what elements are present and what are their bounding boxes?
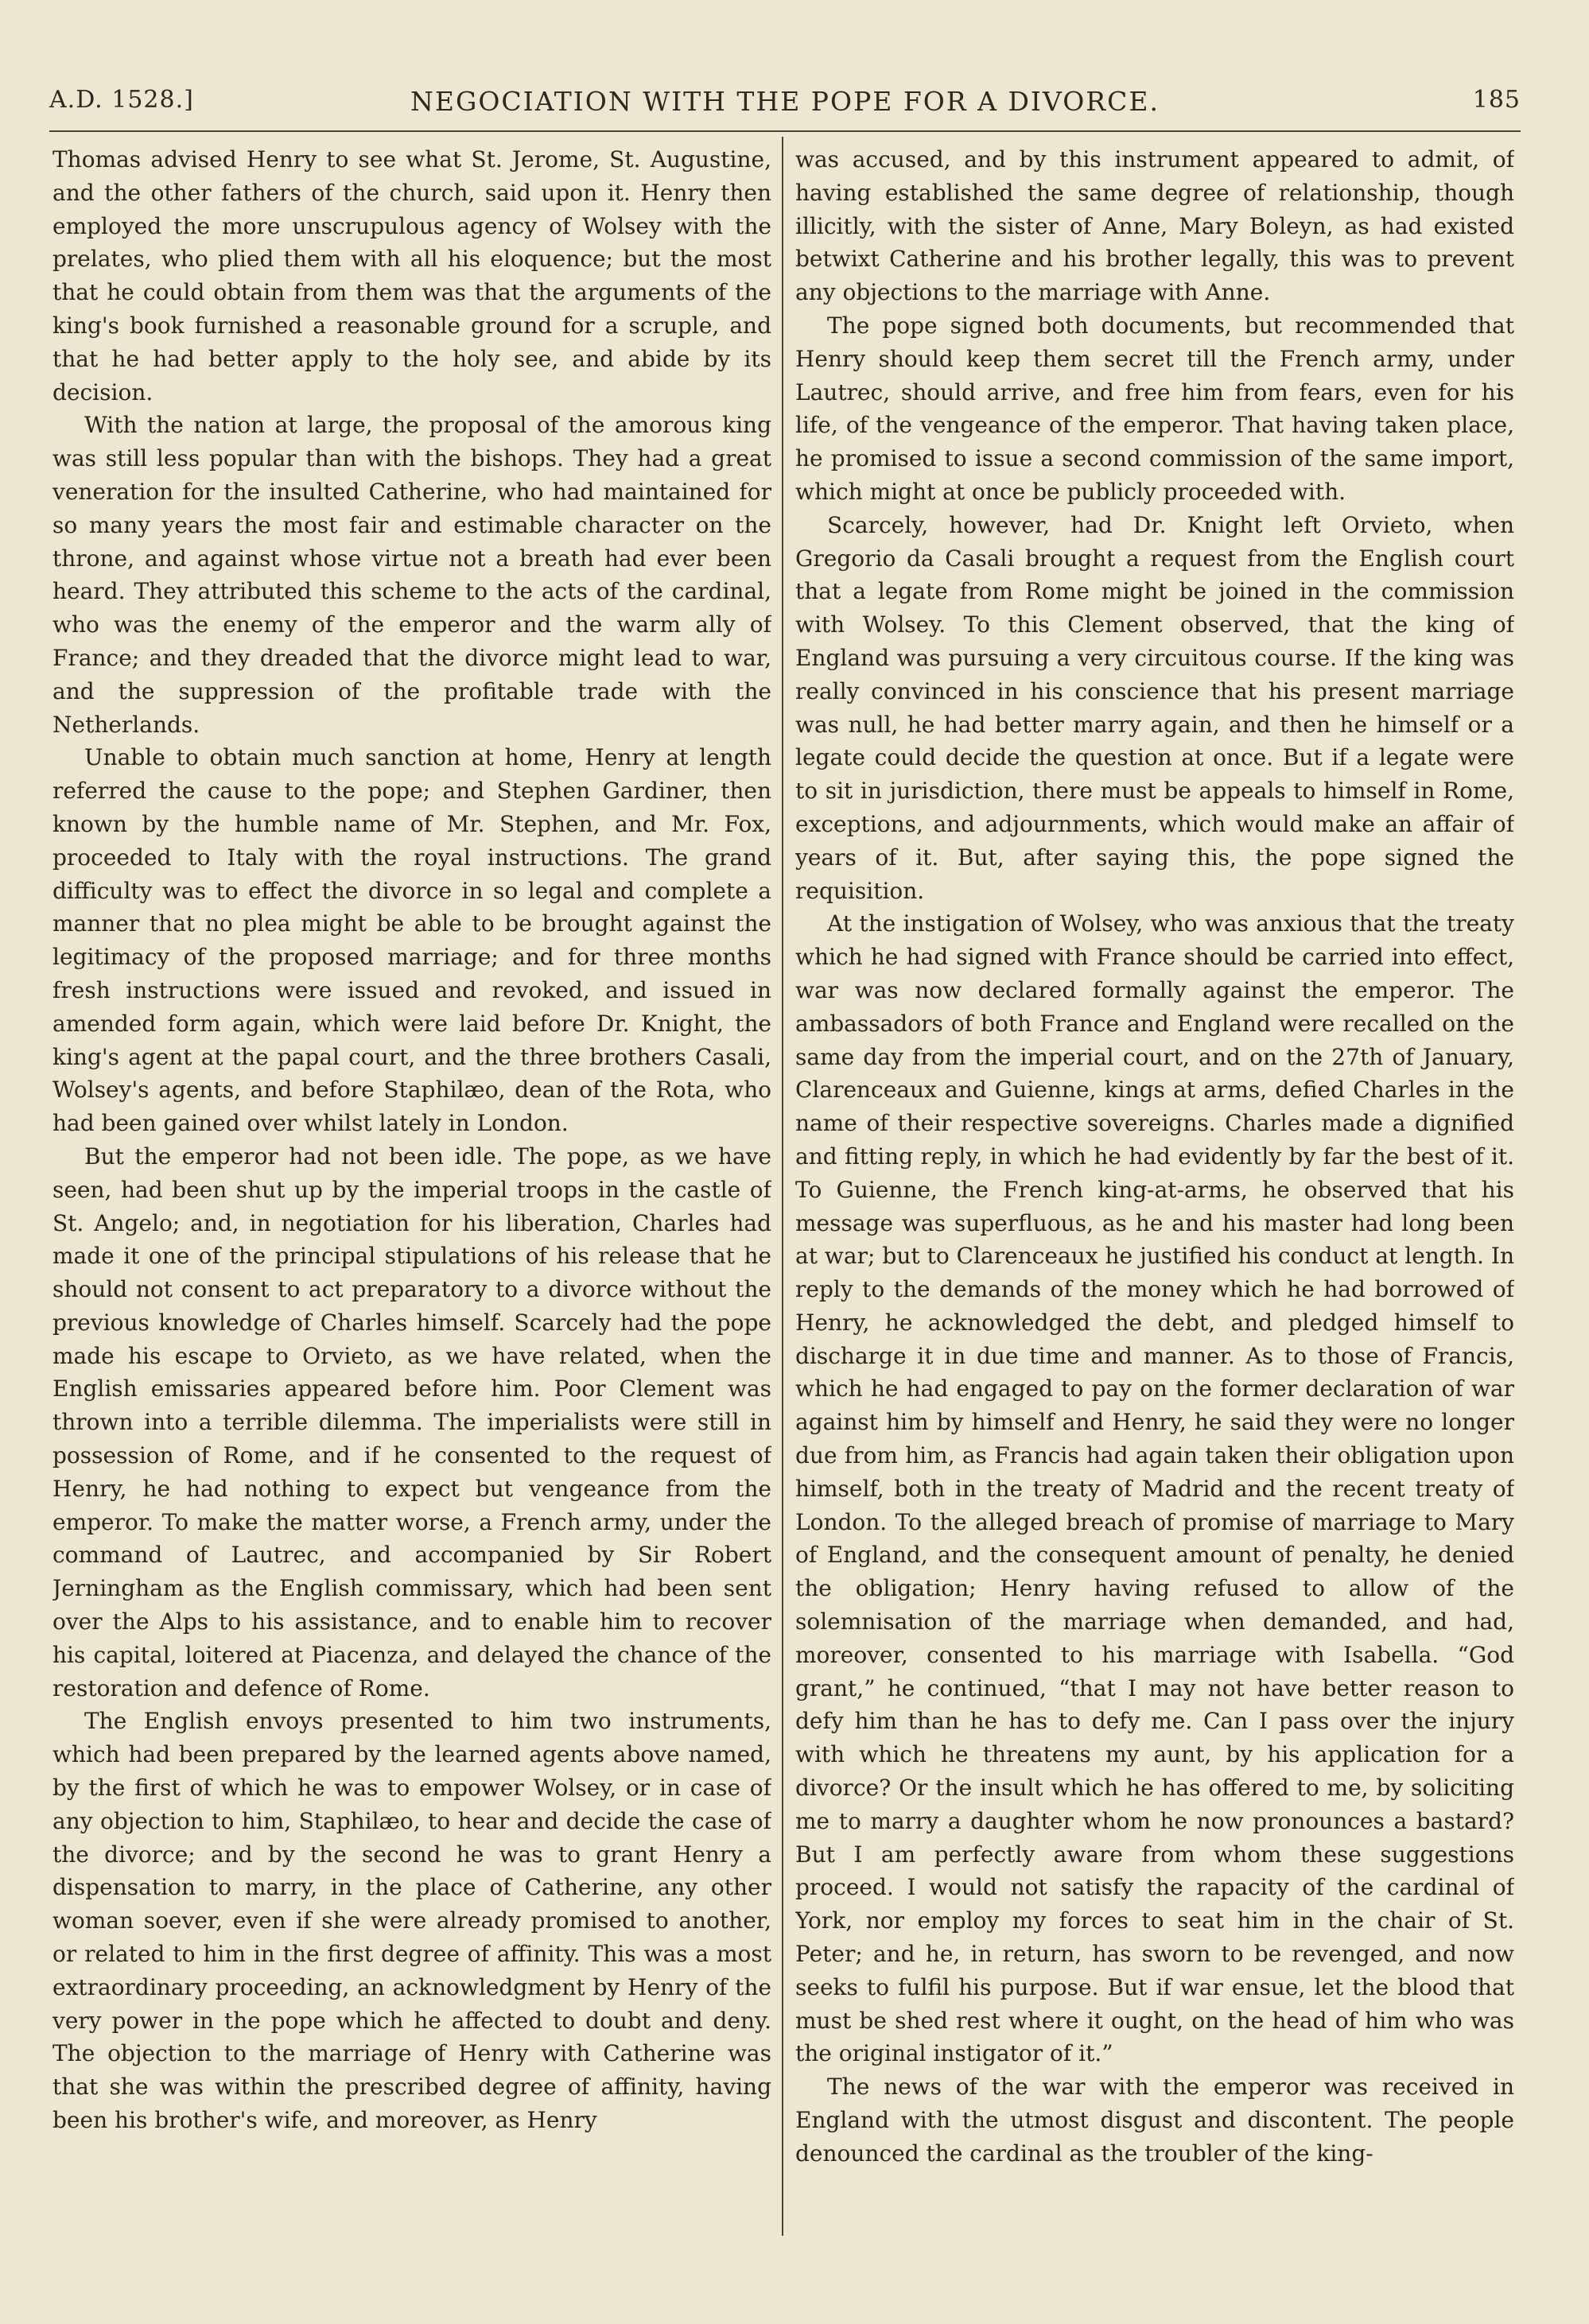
running-header xyxy=(49,86,1521,121)
column-divider xyxy=(782,137,783,2236)
page-number: 185 xyxy=(1472,86,1521,114)
paragraph: Unable to obtain much sanction at home, Henry at length referred the cause to the pope; and Stephen Gardiner, then known by the humble name of Mr. Stephen, and Mr. Fox, proceeded to Italy with the royal instructions. The grand difficulty was to effect the divorce in so legal and complete a manner that no plea might be able to be brought against the legitimacy of the proposed marriage; and for three months fresh instructions were issued and revoked, and issued in amended form again, which were laid before Dr. Knight, the king's agent at the papal court, and the three brothers Casali, Wolsey's agents, and before Staphilæo, dean of the Rota, who had been gained over whilst lately in London. xyxy=(52,744,771,1137)
header-rule xyxy=(49,130,1521,132)
right-column xyxy=(795,143,1514,2242)
paragraph: The pope signed both documents, but recommended that Henry should keep them secret till the French army, under Lautrec, should arrive, and free him from fears, even for his life, of the vengeance of the emperor. That having taken place, he promised to issue a second commission of the same import, which might at once be publicly proceeded with. xyxy=(795,312,1514,505)
paragraph: The news of the war with the emperor was received in England with the utmost disgust and discontent. The people denounced the cardinal as the troubler of the king- xyxy=(795,2074,1514,2167)
paragraph: The English envoys presented to him two instruments, which had been prepared by the learned agents above named, by the first of which he was to empower Wolsey, or in case of any objection to him, Staphilæo, to hear and decide the case of the divorce; and by the second he was to grant Henry a dispensation to marry, in the place of Catherine, any other woman soever, even if she were already promised to another, or related to him in the first degree of affinity. This was a most extraordinary proceeding, an acknowledgment by Henry of the very power in the pope which he affected to doubt and deny. The objection to the marriage of Henry with Catherine was that she was within the prescribed degree of affinity, having been his brother's wife, and moreover, as Henry xyxy=(52,1708,771,2134)
paragraph: was accused, and by this instrument appeared to admit, of having established the same degree of relationship, though illicitly, with the sister of Anne, Mary Boleyn, as had existed betwixt Catherine and his brother legally, this was to prevent any objections to the marriage with Anne. xyxy=(795,146,1514,306)
chapter-title: NEGOCIATION WITH THE POPE FOR A DIVORCE. xyxy=(410,86,1160,117)
paragraph: Thomas advised Henry to see what St. Jerome, St. Augustine, and the other fathers of the church, said upon it. Henry then employed the more unscrupulous agency of Wolsey with the prelates, who plied them with all his eloquence; but the most that he could obtain from them was that the arguments of the king's book furnished a reasonable ground for a scruple, and that he had better apply to the holy see, and abide by its decision. xyxy=(52,146,771,405)
paragraph: But the emperor had not been idle. The pope, as we have seen, had been shut up by the imperial troops in the castle of St. Angelo; and, in negotiation for his liberation, Charles had made it one of the principal stipulations of his release that he should not consent to act preparatory to a divorce without the previous knowledge of Charles himself. Scarcely had the pope made his escape to Orvieto, as we have related, when the English emissaries appeared before him. Poor Clement was thrown into a terrible dilemma. The imperialists were still in possession of Rome, and if he consented to the request of Henry, he had nothing to expect but vengeance from the emperor. To make the matter worse, a French army, under the command of Lautrec, and accompanied by Sir Robert Jerningham as the English commissary, which had been sent over the Alps to his assistance, and to enable him to recover his capital, loitered at Piacenza, and delayed the chance of the restoration and defence of Rome. xyxy=(52,1143,771,1701)
year-marker: A.D. 1528.] xyxy=(49,86,194,114)
paragraph: With the nation at large, the proposal of the amorous king was still less popular than with the bishops. They had a great veneration for the insulted Catherine, who had maintained for so many years the most fair and estimable character on the throne, and against whose virtue not a breath had ever been heard. They attributed this scheme to the acts of the cardinal, who was the enemy of the emperor and the warm ally of France; and they dreaded that the divorce might lead to war, and the suppression of the profitable trade with the Netherlands. xyxy=(52,412,771,738)
paragraph: At the instigation of Wolsey, who was anxious that the treaty which he had signed with France should be carried into effect, war was now declared formally against the emperor. The ambassadors of both France and England were recalled on the same day from the imperial court, and on the 27th of January, Clarenceaux and Guienne, kings at arms, defied Charles in the name of their respective sovereigns. Charles made a dignified and fitting reply, in which he had evidently by far the best of it. To Guienne, the French king-at-arms, he observed that his message was superfluous, as he and his master had long been at war; but to Clarenceaux he justified his conduct at length. In reply to the demands of the money which he had borrowed of Henry, he acknowledged the debt, and pledged himself to discharge it in due time and manner. As to those of Francis, which he had engaged to pay on the former declaration of war against him by himself and Henry, he said they were no longer due from him, as Francis had again taken their obligation upon himself, both in the treaty of Madrid and the recent treaty of London. To the alleged breach of promise of marriage to Mary of England, and the consequent amount of penalty, he denied the obligation; Henry having refused to allow of the solemnisation of the marriage when demanded, and had, moreover, consented to his marriage with Isabella. “God grant,” he continued, “that I may not have better reason to defy him than he has to defy me. Can I pass over the injury with which he threatens my aunt, by his application for a divorce? Or the insult which he has offered to me, by soliciting me to marry a daughter whom he now pronounces a bastard? But I am perfectly aware from whom these suggestions proceed. I would not satisfy the rapacity of the cardinal of York, nor employ my forces to seat him in the chair of St. Peter; and he, in return, has sworn to be revenged, and now seeks to fulfil his purpose. But if war ensue, let the blood that must be shed rest where it ought, on the head of him who was the original instigator of it.” xyxy=(795,910,1514,2067)
left-column xyxy=(52,143,771,2242)
paragraph: Scarcely, however, had Dr. Knight left Orvieto, when Gregorio da Casali brought a request from the English court that a legate from Rome might be joined in the commission with Wolsey. To this Clement observed, that the king of England was pursuing a very circuitous course. If the king was really convinced in his conscience that his present marriage was null, he had better marry again, and then he himself or a legate could decide the question at once. But if a legate were to sit in jurisdiction, there must be appeals to himself in Rome, exceptions, and adjournments, which would make an affair of years of it. But, after saying this, the pope signed the requisition. xyxy=(795,511,1514,904)
